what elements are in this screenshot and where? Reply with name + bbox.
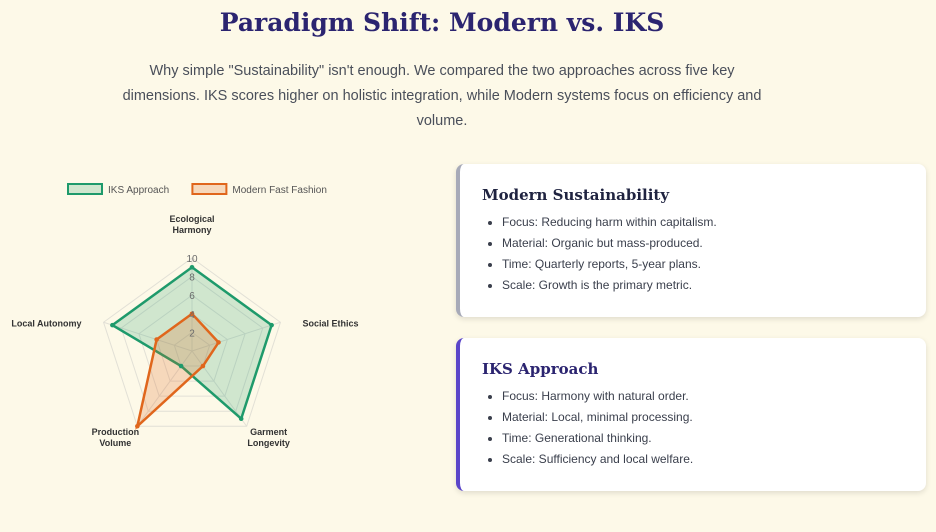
iks-approach-card: [456, 338, 926, 491]
data-point-0-3: [179, 364, 184, 369]
legend-swatch-0: [68, 184, 102, 194]
list-item: • Time: Generational thinking.: [502, 428, 906, 449]
iks-card-title: IKS Approach: [482, 360, 599, 378]
modern-card-title: Modern Sustainability: [482, 186, 670, 204]
iks-card-list: [482, 386, 906, 470]
axis-label-4-0: Local Autonomy: [11, 318, 82, 329]
modern-sustainability-card: [456, 164, 926, 317]
legend-swatch-1: [192, 184, 226, 194]
tick-label-3: 8: [189, 272, 195, 284]
tick-label-2: 6: [189, 291, 195, 303]
legend-label-0: IKS Approach: [108, 185, 170, 196]
radar-chart: [0, 170, 400, 480]
axis-label-2-1: Longevity: [247, 438, 290, 449]
modern-card-list: [482, 212, 906, 296]
list-item: • Focus: Harmony with natural order.: [502, 386, 906, 407]
axis-label-3-1: Volume: [99, 438, 132, 449]
data-point-0-2: [239, 416, 244, 421]
axis-label-0-1: Harmony: [172, 225, 212, 235]
page-subtitle: Why simple "Sustainability" isn't enough. We compared the two approaches across five key dimensions. IKS scores higher on holistic integration, while Modern systems focus on efficiency and volume.: [122, 63, 762, 129]
tick-label-0: 2: [189, 328, 195, 340]
tick-label-4: 10: [186, 254, 198, 265]
data-point-1-2: [201, 364, 206, 369]
legend-label-1: Modern Fast Fashion: [232, 185, 327, 196]
data-point-0-1: [269, 323, 274, 328]
data-point-0-0: [190, 265, 195, 270]
list-item: • Material: Organic but mass-produced.: [502, 233, 906, 254]
axis-label-0-0: Ecological: [169, 214, 215, 224]
list-item: • Material: Local, minimal processing.: [502, 407, 906, 428]
data-point-0-4: [110, 323, 115, 328]
tick-label-1: 4: [189, 309, 195, 321]
axis-label-2-0: Garment: [250, 427, 288, 438]
list-item: • Scale: Sufficiency and local welfare.: [502, 449, 906, 470]
list-item: • Scale: Growth is the primary metric.: [502, 275, 906, 296]
list-item: • Focus: Reducing harm within capitalism.: [502, 212, 906, 233]
radar-chart-svg: [0, 170, 400, 480]
axis-label-1-0: Social Ethics: [302, 318, 359, 329]
list-item: • Time: Quarterly reports, 5-year plans.: [502, 254, 906, 275]
data-point-1-1: [216, 340, 221, 345]
data-point-1-4: [154, 337, 159, 342]
axis-label-3-0: Production: [91, 427, 140, 438]
page-title: Paradigm Shift: Modern vs. IKS: [219, 8, 665, 37]
